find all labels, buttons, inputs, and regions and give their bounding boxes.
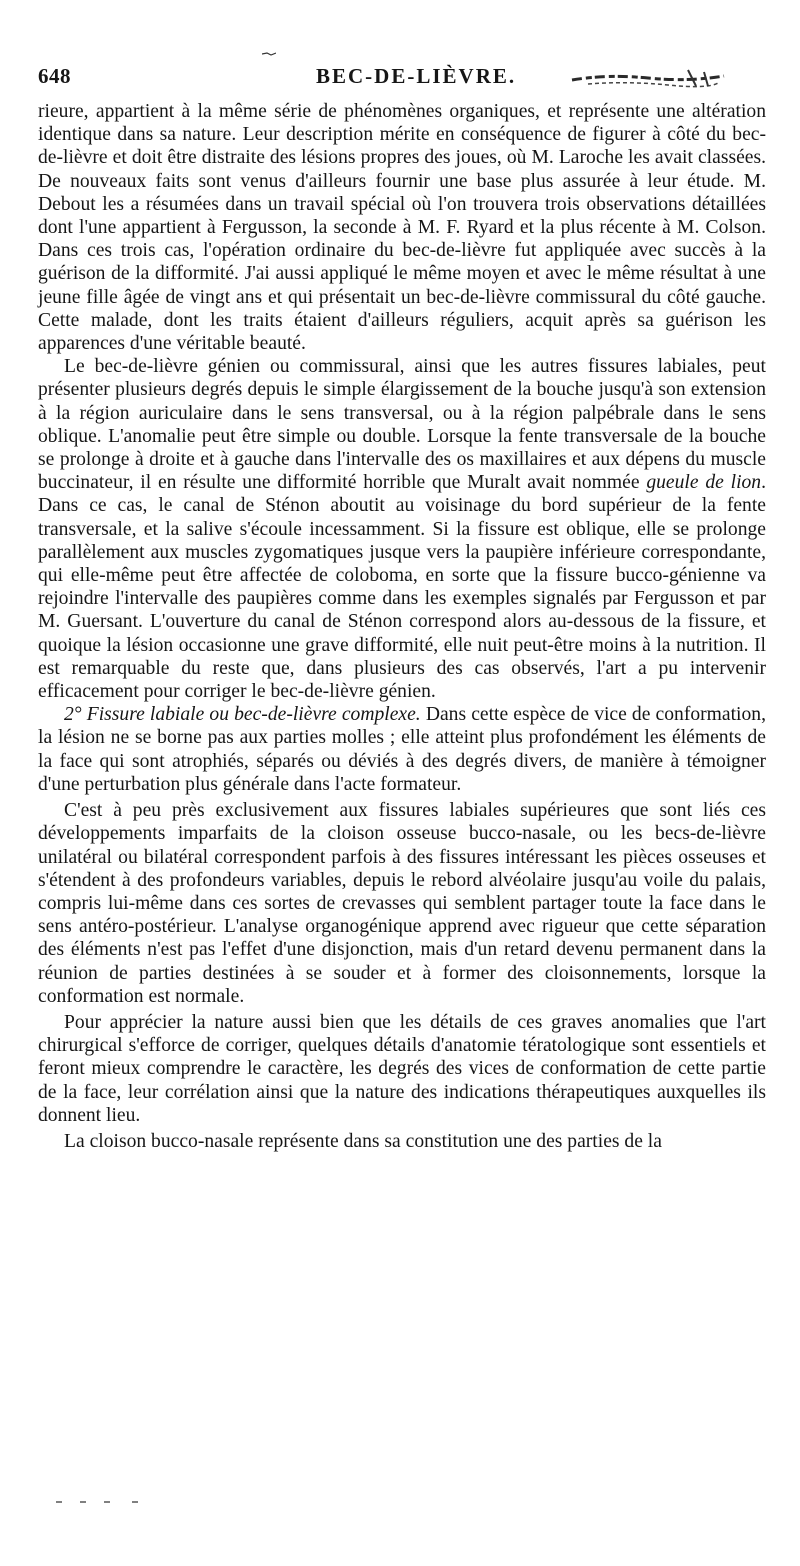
paragraph-3	[38, 703, 766, 796]
section-heading-fissure-complexe: 2° Fissure labiale ou bec-de-lièvre complexe.	[64, 704, 421, 726]
paragraph-4: C'est à peu près exclusivement aux fissures labiales supérieures que sont liés ces développements imparfaits de la cloison osseuse bucco-nasale, ou les becs-de-lièvre unilatéral ou bilatéral correspondent parfois à des fissures intéressant les pièces osseuses et s'étendent à des profondeurs variables, depuis le rebord alvéolaire jusqu'au voile du palais, compris lui-même dans ces sortes de crevasses qui semblent partager toute la face dans le sens antéro-postérieur. L'analyse organogénique apprend avec rigueur que cette séparation des éléments n'est pas l'effet d'une disjonction, mais d'un retard devenu permanent dans la réunion de parties destinées à se souder et à former des cloisonnements, lorsque la conformation est normale.	[38, 800, 766, 1007]
ink-speck	[262, 52, 276, 57]
page-number: 648	[38, 64, 71, 88]
paragraph-3-text: Dans cette espèce de vice de conformation, la lésion ne se borne pas aux parties molles ; elle atteint plus profondément les éléments de la face qui sont atrophiés, séparés ou déviés à des degrés divers, de manière à témoigner d'une perturbation plus générale dans l'acte formateur.	[38, 704, 766, 795]
paragraph-1: rieure, appartient à la même série de phénomènes organiques, et représente une altération identique dans sa nature. Leur description mérite en conséquence de figurer à côté du bec-de-lièvre et doit être distraite des lésions propres des joues, où M. Laroche les avait classées. De nouveaux faits sont venus d'ailleurs fournir une base plus assurée à leur étude. M. Debout les a résumées dans un travail spécial où l'on trouvera trois observations détaillées dont l'une appartient à Fergusson, la seconde à M. F. Ryard et la plus récente à M. Colson. Dans ces trois cas, l'opération ordinaire du bec-de-lièvre fut appliquée avec succès à la guérison de la difformité. J'ai aussi appliqué le même moyen et avec le même résultat à une jeune fille âgée de vingt ans et qui présentait un bec-de-lièvre commissural du côté gauche. Cette malade, dont les traits étaient d'ailleurs réguliers, acquit après sa guérison les apparences d'une véritable beauté.	[38, 101, 766, 355]
paragraph-2-text-end: . Dans ce cas, le canal de Sténon aboutit au voisinage du bord supérieur de la fente transversale, et la salive s'écoule incessamment. Si la fissure est oblique, elle se prolonge parallèlement aux muscles zygomatiques jusque vers la paupière inférieure correspondante, qui elle-même peut être affectée de coloboma, en sorte que la fissure bucco-génienne va rejoindre l'intervalle des paupières comme dans les exemples signalés par Fergusson et par M. Guersant. L'ouverture du canal de Sténon correspond alors au-dessous de la fissure, et quoique la lésion occasionne une grave difformité, elle nuit peut-être moins à la nutrition. Il est remarquable du reste que, dans plusieurs des cas observés, l'art a pu intervenir efficacement pour corriger le bec-de-lièvre génien.	[38, 472, 767, 703]
bottom-marks	[56, 1496, 146, 1508]
page-header	[38, 64, 768, 94]
italic-term-gueule-de-lion: gueule de lion	[646, 472, 762, 494]
body-text	[38, 100, 766, 1153]
running-title: BEC-DE-LIÈVRE.	[316, 64, 517, 88]
paragraph-2-text-start: Le bec-de-lièvre génien ou commissural, ainsi que les autres fissures labiales, peut présenter plusieurs degrés depuis le simple élargissement de la bouche jusqu'à son extension à la région auriculaire dans le sens transversal, ou à la région palpébrale dans le sens oblique. L'anomalie peut être simple ou double. Lorsque la fente transversale de la bouche se prolonge à droite et à gauche dans l'intervalle des os maxillaires et aux dépens du muscle buccinateur, il en résulte une difformité horrible que Muralt avait nommée	[38, 356, 766, 494]
paragraph-2	[38, 355, 766, 703]
paragraph-5: Pour apprécier la nature aussi bien que les détails de ces graves anomalies que l'art chirurgical s'efforce de corriger, quelques détails d'anatomie tératologique sont essentiels et feront mieux comprendre le caractère, les degrés des vices de conformation de cette partie de la face, leur corrélation ainsi que la nature des indications thérapeutiques auxquelles ils donnent lieu.	[38, 1011, 766, 1126]
paragraph-6: La cloison bucco-nasale représente dans sa constitution une des parties de la	[64, 1130, 662, 1152]
print-smudge	[568, 66, 728, 88]
